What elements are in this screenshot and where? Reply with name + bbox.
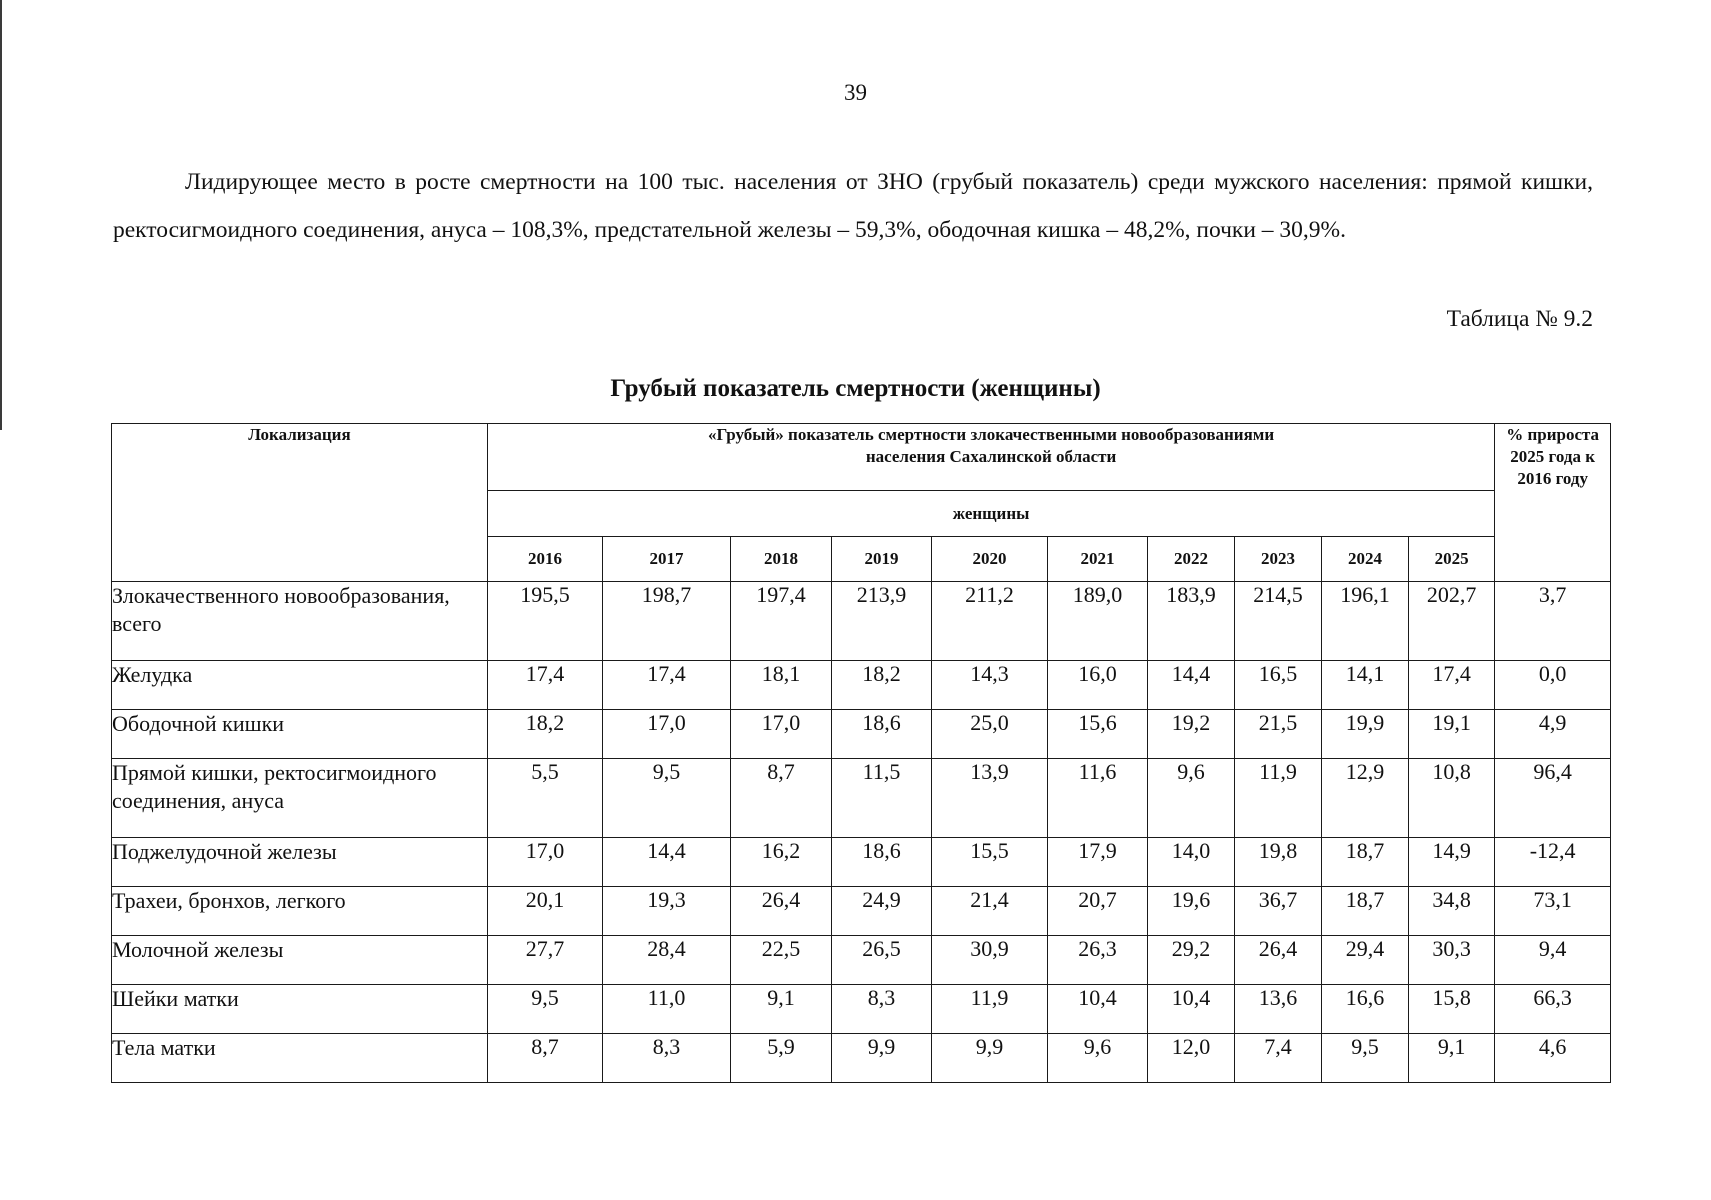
table-cell-value: 9,6: [1148, 759, 1235, 838]
table-cell-value: 14,4: [1148, 661, 1235, 710]
table-cell-value: 8,3: [832, 985, 932, 1034]
mortality-table: [111, 423, 1611, 1083]
table-cell-value: 26,3: [1048, 936, 1148, 985]
row-localization: Молочной железы: [112, 936, 488, 985]
row-localization: Поджелудочной железы: [112, 838, 488, 887]
table-cell-value: 15,6: [1048, 710, 1148, 759]
page-edge-line: [0, 0, 2, 430]
table-cell-value: 22,5: [731, 936, 832, 985]
table-cell-value: 202,7: [1409, 582, 1495, 661]
table-cell-value: 10,4: [1048, 985, 1148, 1034]
table-cell-value: 17,4: [603, 661, 731, 710]
row-localization: Прямой кишки, ректосигмоидного соединения, ануса: [112, 759, 488, 838]
table-cell-value: 28,4: [603, 936, 731, 985]
table-cell-value: 9,9: [832, 1034, 932, 1083]
table-cell-value: 9,9: [932, 1034, 1048, 1083]
table-cell-value: 9,5: [1322, 1034, 1409, 1083]
table-cell-value: 11,9: [1235, 759, 1322, 838]
table-cell-value: 29,2: [1148, 936, 1235, 985]
table-cell-value: 17,9: [1048, 838, 1148, 887]
table-cell-value: 18,6: [832, 710, 932, 759]
table-cell-value: 7,4: [1235, 1034, 1322, 1083]
table-row: [112, 1034, 1611, 1083]
table-cell-value: 27,7: [488, 936, 603, 985]
table-number: Таблица № 9.2: [1446, 306, 1593, 332]
table-cell-value: 14,9: [1409, 838, 1495, 887]
intro-paragraph: Лидирующее место в росте смертности на 100 тыс. населения от ЗНО (грубый показатель) среди мужского населения: прямой кишки, ректосигмоидного соединения, ануса – 108,3%, предстательной железы – 59,3%, ободочная кишка – 48,2%, почки – 30,9%.: [113, 169, 1593, 243]
table-cell-value: 195,5: [488, 582, 603, 661]
table-cell-value: 11,9: [932, 985, 1048, 1034]
row-localization: Злокачественного новообразования, всего: [112, 582, 488, 661]
header-year: 2018: [731, 537, 832, 582]
table-cell-value: 8,3: [603, 1034, 731, 1083]
table-cell-value: 17,4: [488, 661, 603, 710]
header-year: 2019: [832, 537, 932, 582]
header-women: женщины: [488, 491, 1495, 537]
table-cell-value: 11,5: [832, 759, 932, 838]
header-year: 2025: [1409, 537, 1495, 582]
table-cell-value: 36,7: [1235, 887, 1322, 936]
table-cell-percent: -12,4: [1495, 838, 1611, 887]
header-main-line2: населения Сахалинской области: [865, 447, 1117, 466]
table-cell-value: 17,0: [731, 710, 832, 759]
table-cell-value: 11,6: [1048, 759, 1148, 838]
table-cell-value: 16,5: [1235, 661, 1322, 710]
row-localization: Ободочной кишки: [112, 710, 488, 759]
table-cell-value: 14,0: [1148, 838, 1235, 887]
table-cell-value: 25,0: [932, 710, 1048, 759]
table-cell-value: 18,2: [832, 661, 932, 710]
table-cell-value: 19,3: [603, 887, 731, 936]
table-cell-percent: 9,4: [1495, 936, 1611, 985]
table-cell-value: 24,9: [832, 887, 932, 936]
row-localization: Шейки матки: [112, 985, 488, 1034]
table-cell-value: 183,9: [1148, 582, 1235, 661]
table-cell-value: 9,5: [603, 759, 731, 838]
table-cell-value: 18,1: [731, 661, 832, 710]
table-cell-value: 5,5: [488, 759, 603, 838]
header-main: [488, 424, 1495, 491]
table-cell-value: 29,4: [1322, 936, 1409, 985]
row-localization: Желудка: [112, 661, 488, 710]
table-cell-value: 19,8: [1235, 838, 1322, 887]
table-cell-value: 9,1: [731, 985, 832, 1034]
table-cell-value: 26,4: [1235, 936, 1322, 985]
table-row: [112, 838, 1611, 887]
table-cell-value: 13,6: [1235, 985, 1322, 1034]
table-cell-value: 19,1: [1409, 710, 1495, 759]
table-cell-value: 11,0: [603, 985, 731, 1034]
table-row: [112, 887, 1611, 936]
header-localization: Локализация: [112, 424, 488, 582]
table-cell-value: 16,2: [731, 838, 832, 887]
table-cell-value: 20,7: [1048, 887, 1148, 936]
table-row: [112, 759, 1611, 838]
table-cell-value: 18,2: [488, 710, 603, 759]
table-cell-value: 9,1: [1409, 1034, 1495, 1083]
table-cell-value: 30,3: [1409, 936, 1495, 985]
header-main-line1: «Грубый» показатель смертности злокачественными новообразованиями: [707, 425, 1275, 444]
header-year: 2016: [488, 537, 603, 582]
table-cell-value: 19,9: [1322, 710, 1409, 759]
table-cell-percent: 0,0: [1495, 661, 1611, 710]
table-cell-percent: 73,1: [1495, 887, 1611, 936]
table-cell-value: 18,6: [832, 838, 932, 887]
table-row: [112, 582, 1611, 661]
table-cell-value: 30,9: [932, 936, 1048, 985]
table-cell-value: 14,4: [603, 838, 731, 887]
table-cell-value: 197,4: [731, 582, 832, 661]
page-number: 39: [844, 80, 867, 105]
table-cell-value: 16,0: [1048, 661, 1148, 710]
header-year: 2024: [1322, 537, 1409, 582]
table-title: Грубый показатель смертности (женщины): [610, 375, 1101, 402]
table-cell-value: 9,5: [488, 985, 603, 1034]
table-cell-value: 8,7: [731, 759, 832, 838]
table-cell-value: 14,1: [1322, 661, 1409, 710]
table-cell-value: 20,1: [488, 887, 603, 936]
table-cell-value: 5,9: [731, 1034, 832, 1083]
table-body: [112, 582, 1611, 1083]
row-localization: Тела матки: [112, 1034, 488, 1083]
table-cell-value: 189,0: [1048, 582, 1148, 661]
header-year: 2023: [1235, 537, 1322, 582]
table-cell-value: 17,4: [1409, 661, 1495, 710]
header-year: 2017: [603, 537, 731, 582]
table-cell-value: 211,2: [932, 582, 1048, 661]
table-row: [112, 936, 1611, 985]
table-cell-value: 10,8: [1409, 759, 1495, 838]
table-cell-value: 26,5: [832, 936, 932, 985]
table-cell-value: 198,7: [603, 582, 731, 661]
table-cell-value: 26,4: [731, 887, 832, 936]
table-cell-value: 19,2: [1148, 710, 1235, 759]
table-cell-percent: 66,3: [1495, 985, 1611, 1034]
table-cell-value: 12,9: [1322, 759, 1409, 838]
table-cell-value: 13,9: [932, 759, 1048, 838]
table-cell-value: 19,6: [1148, 887, 1235, 936]
table-cell-value: 14,3: [932, 661, 1048, 710]
header-year: 2020: [932, 537, 1048, 582]
table-cell-value: 17,0: [603, 710, 731, 759]
table-cell-value: 17,0: [488, 838, 603, 887]
table-cell-value: 21,4: [932, 887, 1048, 936]
row-localization: Трахеи, бронхов, легкого: [112, 887, 488, 936]
table-row: [112, 661, 1611, 710]
table-cell-percent: 4,6: [1495, 1034, 1611, 1083]
table-cell-value: 9,6: [1048, 1034, 1148, 1083]
header-percent-growth: % прироста 2025 года к 2016 году: [1495, 424, 1611, 582]
table-cell-value: 18,7: [1322, 887, 1409, 936]
table-cell-value: 18,7: [1322, 838, 1409, 887]
table-row: [112, 710, 1611, 759]
table-cell-value: 12,0: [1148, 1034, 1235, 1083]
table-cell-value: 16,6: [1322, 985, 1409, 1034]
table-cell-value: 196,1: [1322, 582, 1409, 661]
table-cell-value: 21,5: [1235, 710, 1322, 759]
header-year: 2022: [1148, 537, 1235, 582]
table-cell-percent: 4,9: [1495, 710, 1611, 759]
table-cell-value: 34,8: [1409, 887, 1495, 936]
table-cell-value: 213,9: [832, 582, 932, 661]
table-cell-percent: 96,4: [1495, 759, 1611, 838]
table-cell-value: 214,5: [1235, 582, 1322, 661]
table-cell-value: 15,8: [1409, 985, 1495, 1034]
table-row: [112, 985, 1611, 1034]
header-year: 2021: [1048, 537, 1148, 582]
table-cell-value: 15,5: [932, 838, 1048, 887]
table-cell-percent: 3,7: [1495, 582, 1611, 661]
table-cell-value: 10,4: [1148, 985, 1235, 1034]
table-cell-value: 8,7: [488, 1034, 603, 1083]
